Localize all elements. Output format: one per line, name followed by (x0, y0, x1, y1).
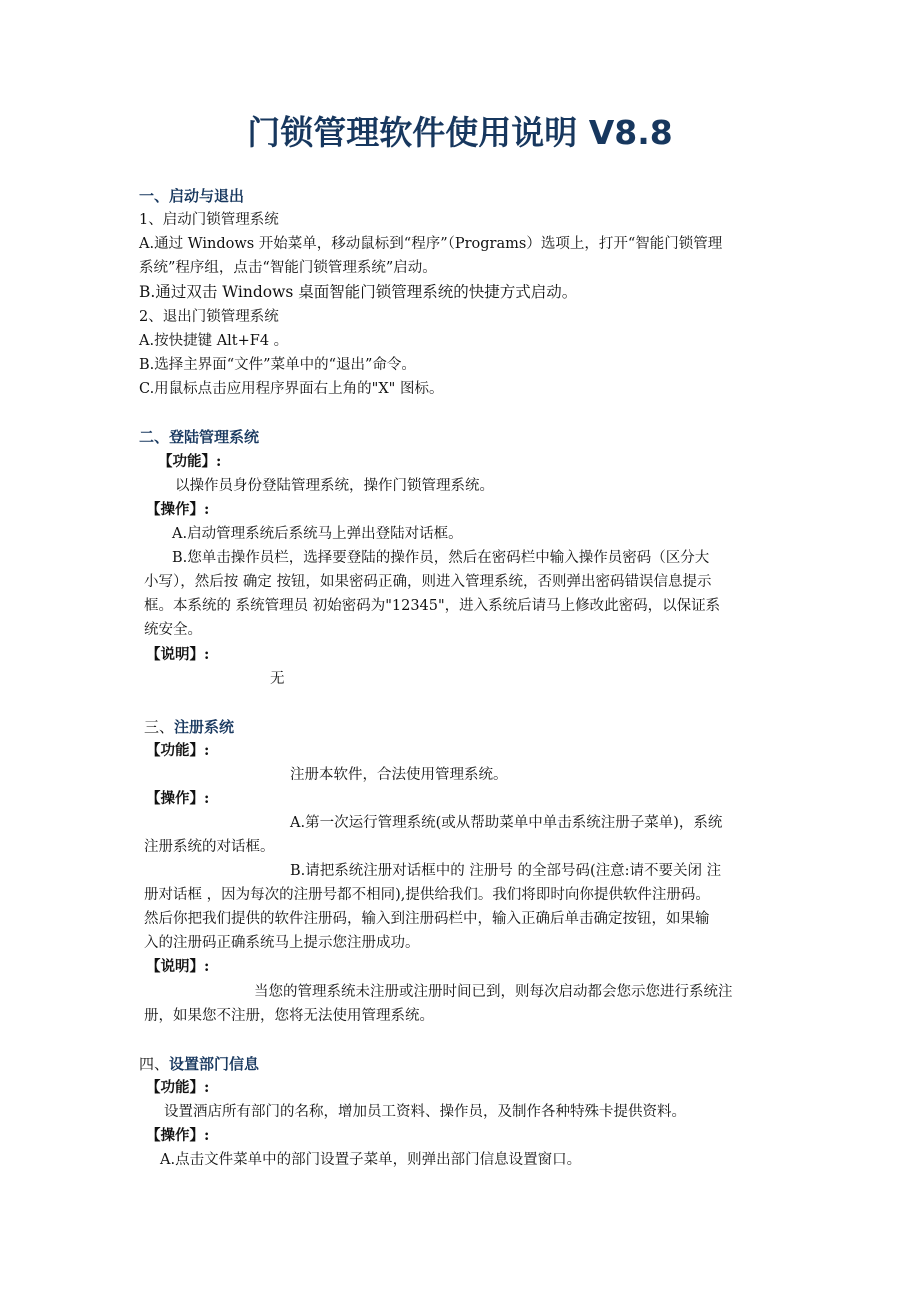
section-2-op-b-line-4: 统安全。 (144, 622, 202, 638)
section-2-op-b-line-2: 小写），然后按 确定 按钮，如果密码正确，则进入管理系统，否则弹出密码错误信息提示 (144, 574, 712, 590)
section-2-function-text: 以操作员身份登陆管理系统，操作门锁管理系统。 (175, 478, 494, 494)
section-1-para-b: B.通过双击 Windows 桌面智能门锁管理系统的快捷方式启动。 (139, 283, 578, 301)
section-4-op-a: A.点击文件菜单中的部门设置子菜单，则弹出部门信息设置窗口。 (160, 1152, 582, 1168)
section-4-heading: 四、设置部门信息 (139, 1055, 260, 1073)
section-1-sub-1: 1、启动门锁管理系统 (139, 212, 279, 228)
section-2-operation-label: 【操作】: (146, 501, 210, 518)
section-3-note-line-2: 册，如果您不注册，您将无法使用管理系统。 (144, 1008, 434, 1024)
section-2-note-text: 无 (270, 671, 285, 687)
section-3-op-b-line-4: 入的注册码正确系统马上提示您注册成功。 (144, 935, 420, 951)
section-3-op-b-line-2: 册对话框 ，因为每次的注册号都不相同),提供给我们。我们将即时向你提供软件注册码。 (144, 887, 710, 903)
section-3-operation-label: 【操作】: (146, 790, 210, 807)
section-3-op-b-line-1: B.请把系统注册对话框中的 注册号 的全部号码(注意:请不要关闭 注 (290, 863, 722, 879)
section-1-heading: 一、启动与退出 (139, 187, 245, 205)
section-3-op-a-line-2: 注册系统的对话框。 (144, 839, 275, 855)
section-1-exit-a: A.按快捷键 Alt+F4 。 (139, 333, 289, 349)
section-2-op-b-line-1: B.您单击操作员栏，选择要登陆的操作员，然后在密码栏中输入操作员密码（区分大 (172, 550, 710, 566)
section-4-operation-label: 【操作】: (146, 1127, 210, 1144)
section-4-function-text: 设置酒店所有部门的名称，增加员工资料、操作员，及制作各种特殊卡提供资料。 (164, 1104, 686, 1120)
section-1-sub-2: 2、退出门锁管理系统 (139, 309, 279, 325)
section-3-op-b-line-3: 然后你把我们提供的软件注册码，输入到注册码栏中，输入正确后单击确定按钮，如果输 (144, 911, 710, 927)
section-1-exit-c: C.用鼠标点击应用程序界面右上角的"X" 图标。 (139, 381, 444, 397)
section-2-heading: 二、登陆管理系统 (139, 428, 260, 446)
section-3-note-line-1: 当您的管理系统未注册或注册时间已到，则每次启动都会您示您进行系统注 (254, 984, 733, 1000)
section-1-para-a-line-1: A.通过 Windows 开始菜单，移动鼠标到“程序”（Programs）选项上，打开“智能门锁管理 (139, 236, 723, 252)
section-2-function-label: 【功能】: (158, 453, 222, 470)
section-3-function-label: 【功能】: (146, 742, 210, 759)
section-1-para-a-line-2: 系统”程序组，点击“智能门锁管理系统”启动。 (139, 260, 437, 276)
section-4-function-label: 【功能】: (146, 1079, 210, 1096)
section-2-op-a: A.启动管理系统后系统马上弹出登陆对话框。 (172, 526, 463, 542)
page-title: 门锁管理软件使用说明 V8.8 (247, 113, 673, 152)
section-2-note-label: 【说明】: (146, 646, 210, 663)
section-3-function-text: 注册本软件，合法使用管理系统。 (290, 767, 508, 783)
section-3-heading: 三、注册系统 (144, 718, 235, 736)
section-3-note-label: 【说明】: (146, 958, 210, 975)
section-1-exit-b: B.选择主界面“文件”菜单中的“退出”命令。 (139, 357, 416, 373)
section-3-op-a-line-1: A.第一次运行管理系统(或从帮助菜单中单击系统注册子菜单)，系统 (290, 815, 723, 831)
section-2-op-b-line-3: 框。本系统的 系统管理员 初始密码为"12345"，进入系统后请马上修改此密码，以保证系 (144, 598, 721, 614)
